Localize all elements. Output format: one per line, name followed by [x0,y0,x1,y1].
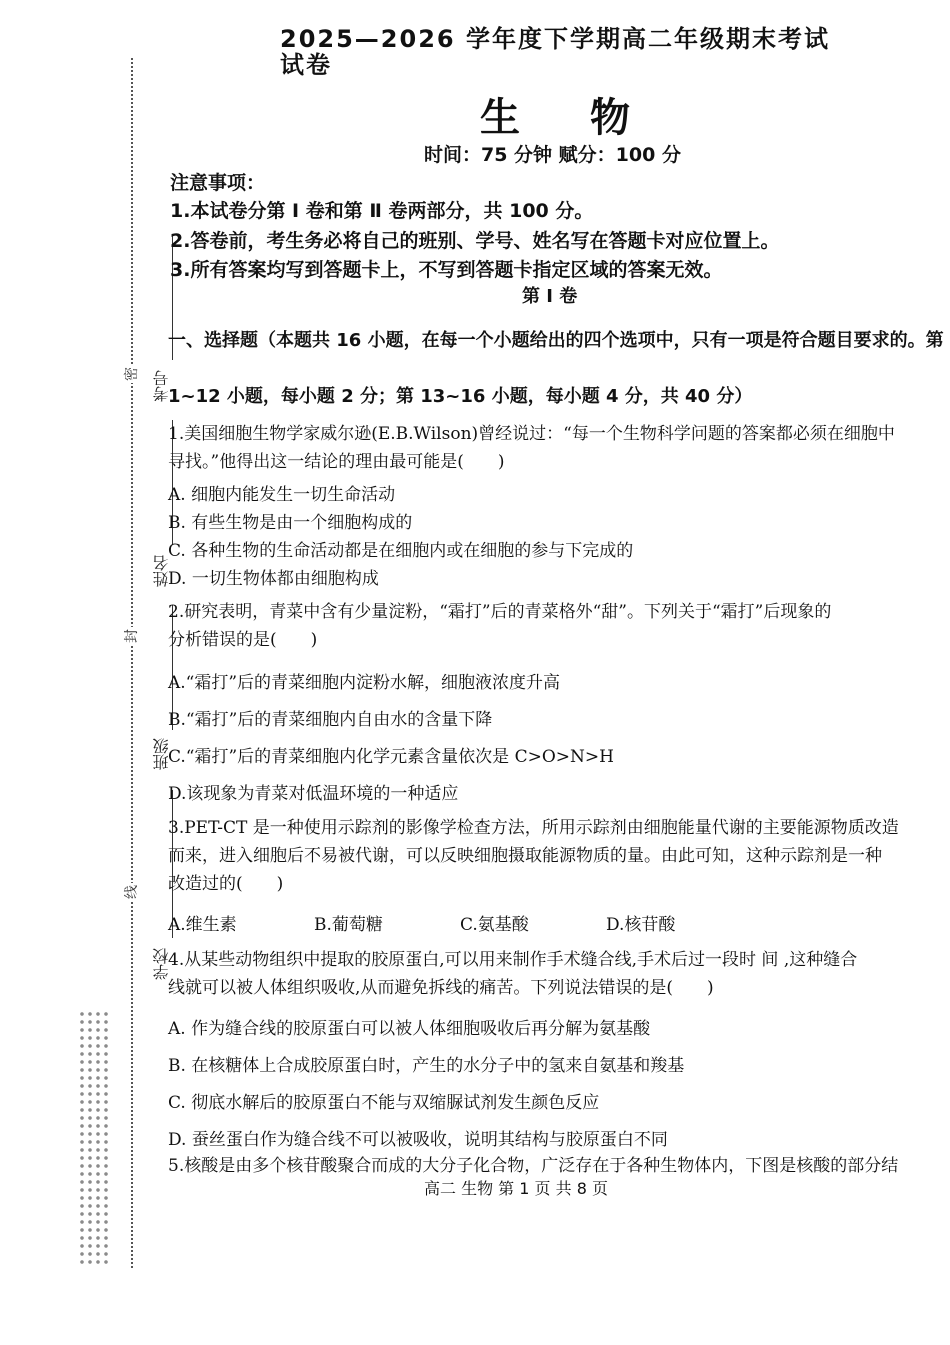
barcode-pattern [78,1010,110,1265]
question-1-option-b: B. 有些生物是由一个细胞构成的 [168,513,413,533]
seal-char-mi: 密 [121,365,141,383]
notice-item: 1.本试卷分第 Ⅰ 卷和第 Ⅱ 卷两部分，共 100 分。 [170,200,594,222]
question-3-option-d: D.核苷酸 [606,915,676,935]
question-1-option-d: D. 一切生物体都由细胞构成 [168,569,379,589]
question-2-stem: 分析错误的是( ) [168,630,318,650]
question-5-stem: 5.核酸是由多个核苷酸聚合而成的大分子化合物，广泛存在于各种生物体内，下图是核酸的部分结 [168,1156,899,1176]
question-2-option-d: D.该现象为青菜对低温环境的一种适应 [168,784,459,804]
name-label: 姓名 [152,555,171,587]
section-instruction: 一、选择题（本题共 16 小题，在每一个小题给出的四个选项中，只有一项是符合题目要求的。第 [168,330,944,351]
notice-item: 2.答卷前，考生务必将自己的班别、学号、姓名写在答题卡对应位置上。 [170,230,780,252]
question-4-option-c: C. 彻底水解后的胶原蛋白不能与双缩脲试剂发生颜色反应 [168,1093,600,1113]
seal-char-feng: 封 [121,627,141,645]
question-4-stem: 4.从某些动物组织中提取的胶原蛋白,可以用来制作手术缝合线,手术后过一段时 间 ,这种缝合 [168,950,858,970]
exam-title: 2025—2026 学年度下学期高二年级期末考试试卷 [280,25,830,79]
section-instruction: 1~12 小题，每小题 2 分；第 13~16 小题，每小题 4 分，共 40 分） [168,386,753,407]
question-1-option-c: C. 各种生物的生命活动都是在细胞内或在细胞的参与下完成的 [168,541,634,561]
question-3-stem: 3.PET-CT 是一种使用示踪剂的影像学检查方法，所用示踪剂由细胞能量代谢的主要能源物质改造 [168,818,899,838]
question-3-stem: 而来，进入细胞后不易被代谢，可以反映细胞摄取能源物质的量。由此可知，这种示踪剂是一种 [168,846,882,866]
seal-char-xian: 线 [121,883,141,901]
page-footer: 高二 生物 第 1 页 共 8 页 [424,1179,608,1198]
question-1-stem: 1.美国细胞生物学家威尔逊(E.B.Wilson)曾经说过：“每一个生物科学问题的答案都必须在细胞中 [168,424,895,444]
subject-title: 生物 [480,95,700,141]
question-1-option-a: A. 细胞内能发生一切生命活动 [168,485,396,505]
time-score-line: 时间：75 分钟 赋分：100 分 [424,144,681,166]
question-4-option-a: A. 作为缝合线的胶原蛋白可以被人体细胞吸收后再分解为氨基酸 [168,1019,651,1039]
question-3-option-a: A.维生素 [168,915,237,935]
notice-item: 3.所有答案均写到答题卡上，不写到答题卡指定区域的答案无效。 [170,259,723,281]
volume-heading: 第 Ⅰ 卷 [522,286,578,307]
school-label: 学校 [152,948,171,980]
question-2-stem: 2.研究表明，青菜中含有少量淀粉，“霜打”后的青菜格外“甜”。下列关于“霜打”后现象的 [168,602,832,622]
question-2-option-c: C.“霜打”后的青菜细胞内化学元素含量依次是 C>O>N>H [168,747,614,767]
question-3-stem: 改造过的( ) [168,874,284,894]
question-2-option-b: B.“霜打”后的青菜细胞内自由水的含量下降 [168,710,493,730]
exam-number-label: 考号 [152,370,171,402]
question-4-option-b: B. 在核糖体上合成胶原蛋白时，产生的水分子中的氢来自氨基和羧基 [168,1056,685,1076]
question-3-option-c: C.氨基酸 [460,915,529,935]
binding-dashed-line [131,58,133,1268]
question-3-option-b: B.葡萄糖 [314,915,383,935]
question-4-stem: 线就可以被人体组织吸收,从而避免拆线的痛苦。下列说法错误的是( ) [168,978,714,998]
notice-heading: 注意事项： [170,172,266,194]
question-4-option-d: D. 蚕丝蛋白作为缝合线不可以被吸收，说明其结构与胶原蛋白不同 [168,1130,668,1150]
question-1-stem: 寻找。”他得出这一结论的理由最可能是( ) [168,452,505,472]
class-label: 班级 [152,738,171,770]
question-2-option-a: A.“霜打”后的青菜细胞内淀粉水解，细胞液浓度升高 [168,673,561,693]
